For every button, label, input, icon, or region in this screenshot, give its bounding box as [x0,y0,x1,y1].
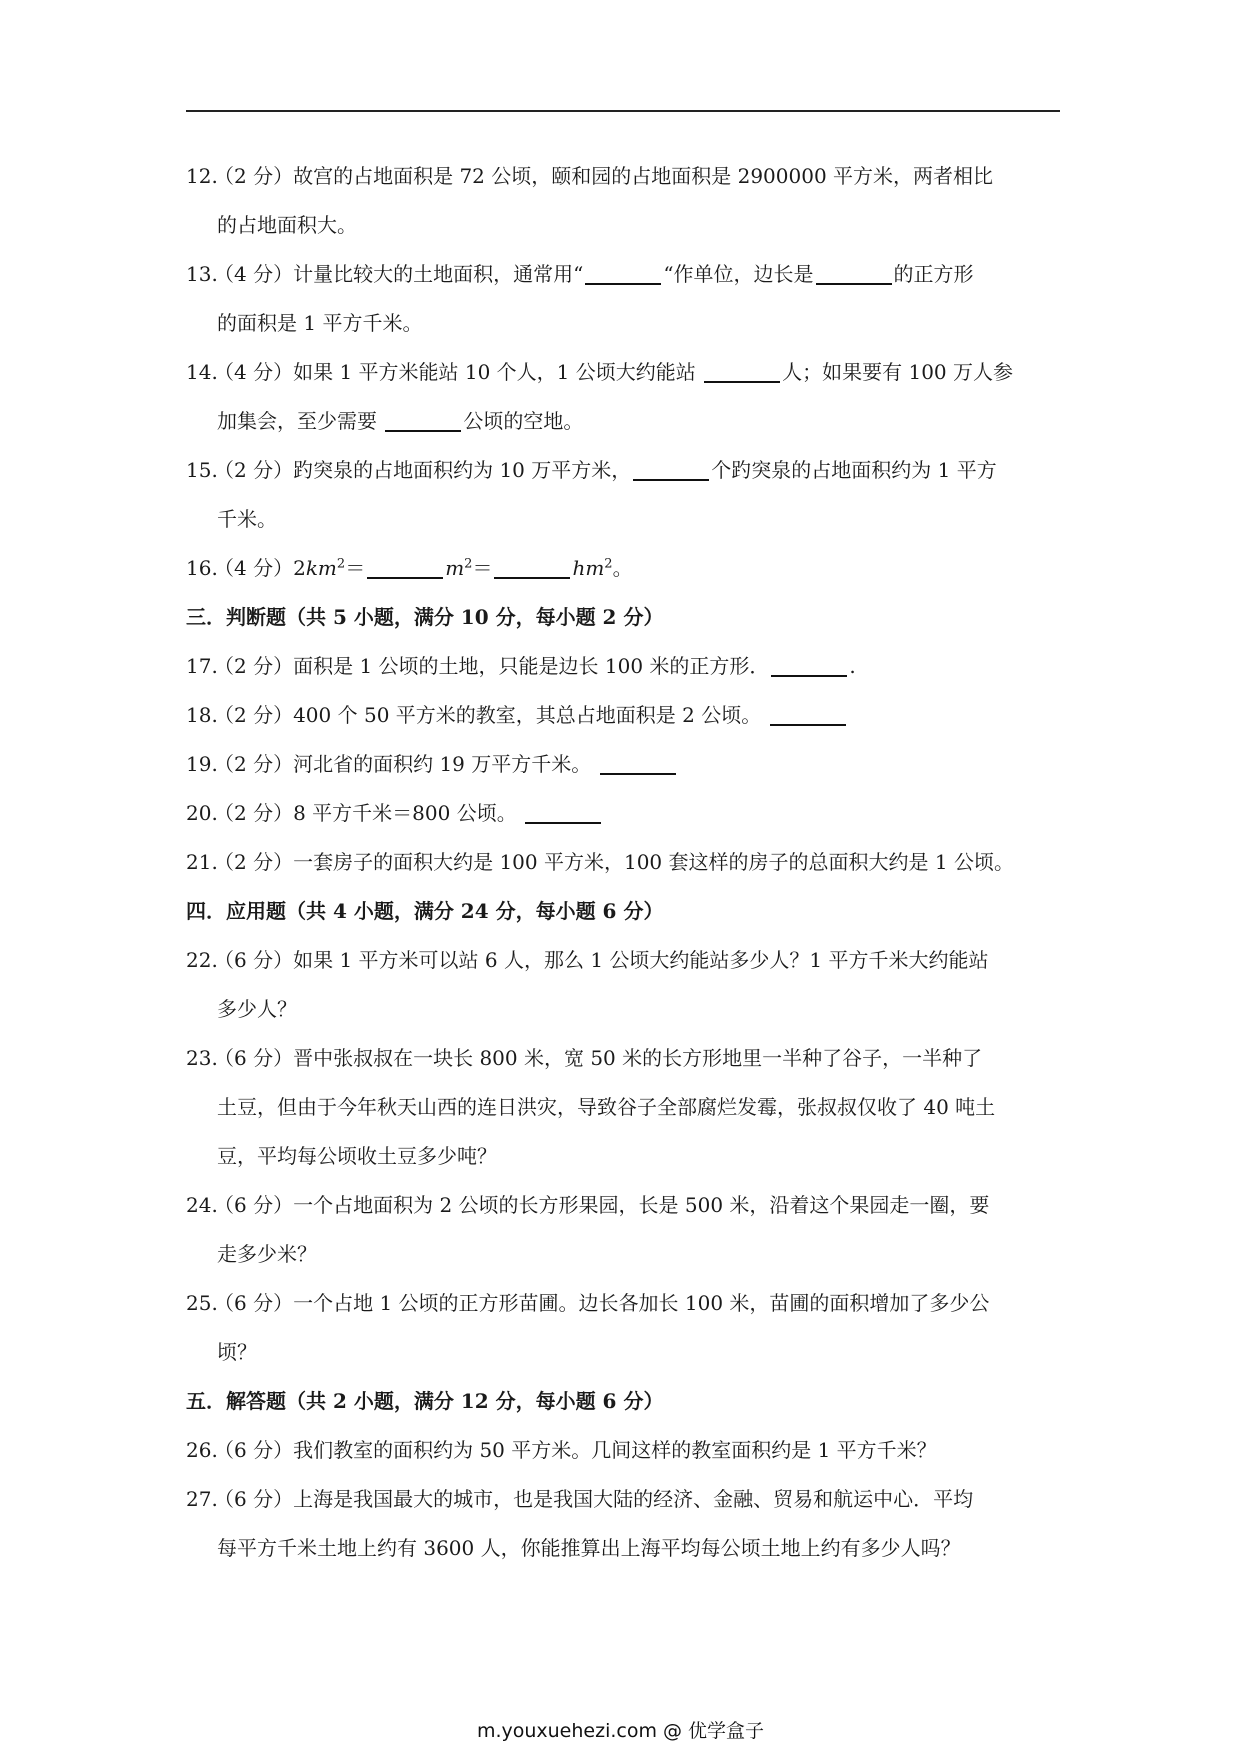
question-number: 24. [186,1193,218,1217]
question-text-cont: 公顷的空地。 [463,409,584,433]
question-19 [186,740,1062,789]
superscript: 2 [604,556,613,572]
answer-blank[interactable] [600,753,676,775]
question-text-cont: 加集会，至少需要 [217,409,384,433]
question-number: 13. [186,262,218,286]
question-text-cont: 多少人？ [217,997,297,1021]
question-13 [186,250,1062,348]
question-number: 18. [186,703,218,727]
answer-blank[interactable] [704,361,780,383]
question-text: （6 分）如果 1 平方米可以站 6 人，那么 1 公顷大约能站多少人？1 平方千米大约能站 [214,948,989,972]
question-text: （2 分）400 个 50 平方米的教室，其总占地面积是 2 公顷。 [214,703,768,727]
question-number: 27. [186,1487,218,1511]
section-heading-judge: 三．判断题（共 5 小题，满分 10 分，每小题 2 分） [186,605,664,629]
question-text-cont: 豆，平均每公顷收土豆多少吨？ [217,1144,497,1168]
superscript: 2 [336,556,346,572]
question-text-cont: 千米。 [217,507,277,531]
question-text: （4 分）如果 1 平方米能站 10 个人，1 公顷大约能站 [214,360,703,384]
answer-blank[interactable] [633,459,709,481]
answer-blank[interactable] [385,410,461,432]
question-number: 19. [186,752,218,776]
answer-blank[interactable] [585,263,661,285]
question-text: （6 分）晋中张叔叔在一块长 800 米，宽 50 米的长方形地里一半种了谷子，一半种了 [214,1046,983,1070]
question-number: 12. [186,164,218,188]
section-heading-apply: 四．应用题（共 4 小题，满分 24 分，每小题 6 分） [186,899,664,923]
question-text: 的正方形 [893,262,974,286]
unit-hm: hm [572,556,605,580]
question-number: 14. [186,360,218,384]
superscript: 2 [464,556,473,572]
question-text-cont: 每平方千米土地上约有 3600 人，你能推算出上海平均每公顷土地上约有多少人吗？ [217,1536,961,1560]
question-text: 人；如果要有 100 万人参 [782,360,1014,384]
question-text: （2 分）故宫的占地面积是 72 公顷，颐和园的占地面积是 2900000 平方米，两者相比 [214,164,994,188]
question-number: 20. [186,801,218,825]
document-body [186,152,1062,1573]
question-text: 个趵突泉的占地面积约为 1 平方 [711,458,997,482]
unit-km: km [305,556,337,580]
header-rule [186,110,1060,112]
question-text: . [849,654,856,678]
answer-blank[interactable] [525,802,601,824]
question-18 [186,691,1062,740]
question-text: （6 分）一个占地面积为 2 公顷的长方形果园，长是 500 米，沿着这个果园走一圈，要 [214,1193,990,1217]
question-21 [186,838,1062,887]
question-text-cont: 土豆，但由于今年秋天山西的连日洪灾，导致谷子全部腐烂发霉，张叔叔仅收了 40 吨土 [217,1095,996,1119]
question-number: 15. [186,458,218,482]
question-number: 26. [186,1438,218,1462]
question-24 [186,1181,1062,1279]
question-number: 25. [186,1291,218,1315]
answer-blank[interactable] [816,263,892,285]
question-number: 17. [186,654,218,678]
question-27 [186,1475,1062,1573]
equals-sign: ＝ [472,556,493,580]
question-text-cont: 顷？ [217,1340,257,1364]
question-17 [186,642,1062,691]
question-number: 21. [186,850,218,874]
question-text: （4 分）计量比较大的土地面积，通常用“ [214,262,584,286]
question-text: “作单位，边长是 [663,262,814,286]
question-text: （2 分）一套房子的面积大约是 100 平方米，100 套这样的房子的总面积大约是 1 公顷。 [214,850,1014,874]
question-number: 23. [186,1046,218,1070]
question-22 [186,936,1062,1034]
question-text: （2 分）趵突泉的占地面积约为 10 万平方米， [214,458,632,482]
question-25 [186,1279,1062,1377]
footer-watermark: m.youxuehezi.com @ 优学盒子 [476,1720,765,1742]
question-text-cont: 的占地面积大。 [217,213,357,237]
equals-sign: ＝ [345,556,366,580]
question-text: （2 分）河北省的面积约 19 万平方千米。 [214,752,598,776]
question-12 [186,152,1062,250]
answer-blank[interactable] [771,655,847,677]
answer-blank[interactable] [367,557,443,579]
question-26 [186,1426,1062,1475]
question-number: 22. [186,948,218,972]
question-text: （4 分）2 [214,556,306,580]
question-text: （6 分）我们教室的面积约为 50 平方米。几间这样的教室面积约是 1 平方千米？ [214,1438,937,1462]
question-text: （6 分）一个占地 1 公顷的正方形苗圃。边长各加长 100 米，苗圃的面积增加了多少公 [214,1291,990,1315]
question-20 [186,789,1062,838]
question-number: 16. [186,556,218,580]
question-text: 。 [612,556,633,580]
question-text-cont: 走多少米？ [217,1242,317,1266]
unit-m: m [445,556,465,580]
question-text: （2 分）面积是 1 公顷的土地，只能是边长 100 米的正方形． [214,654,770,678]
section-heading-answer: 五．解答题（共 2 小题，满分 12 分，每小题 6 分） [186,1389,664,1413]
question-15 [186,446,1062,544]
question-text: （2 分）8 平方千米＝800 公顷。 [214,801,524,825]
answer-blank[interactable] [770,704,846,726]
question-23 [186,1034,1062,1181]
question-text-cont: 的面积是 1 平方千米。 [217,311,423,335]
question-14 [186,348,1062,446]
answer-blank[interactable] [494,557,570,579]
question-text: （6 分）上海是我国最大的城市，也是我国大陆的经济、金融、贸易和航运中心．平均 [214,1487,974,1511]
question-16 [186,544,1062,593]
